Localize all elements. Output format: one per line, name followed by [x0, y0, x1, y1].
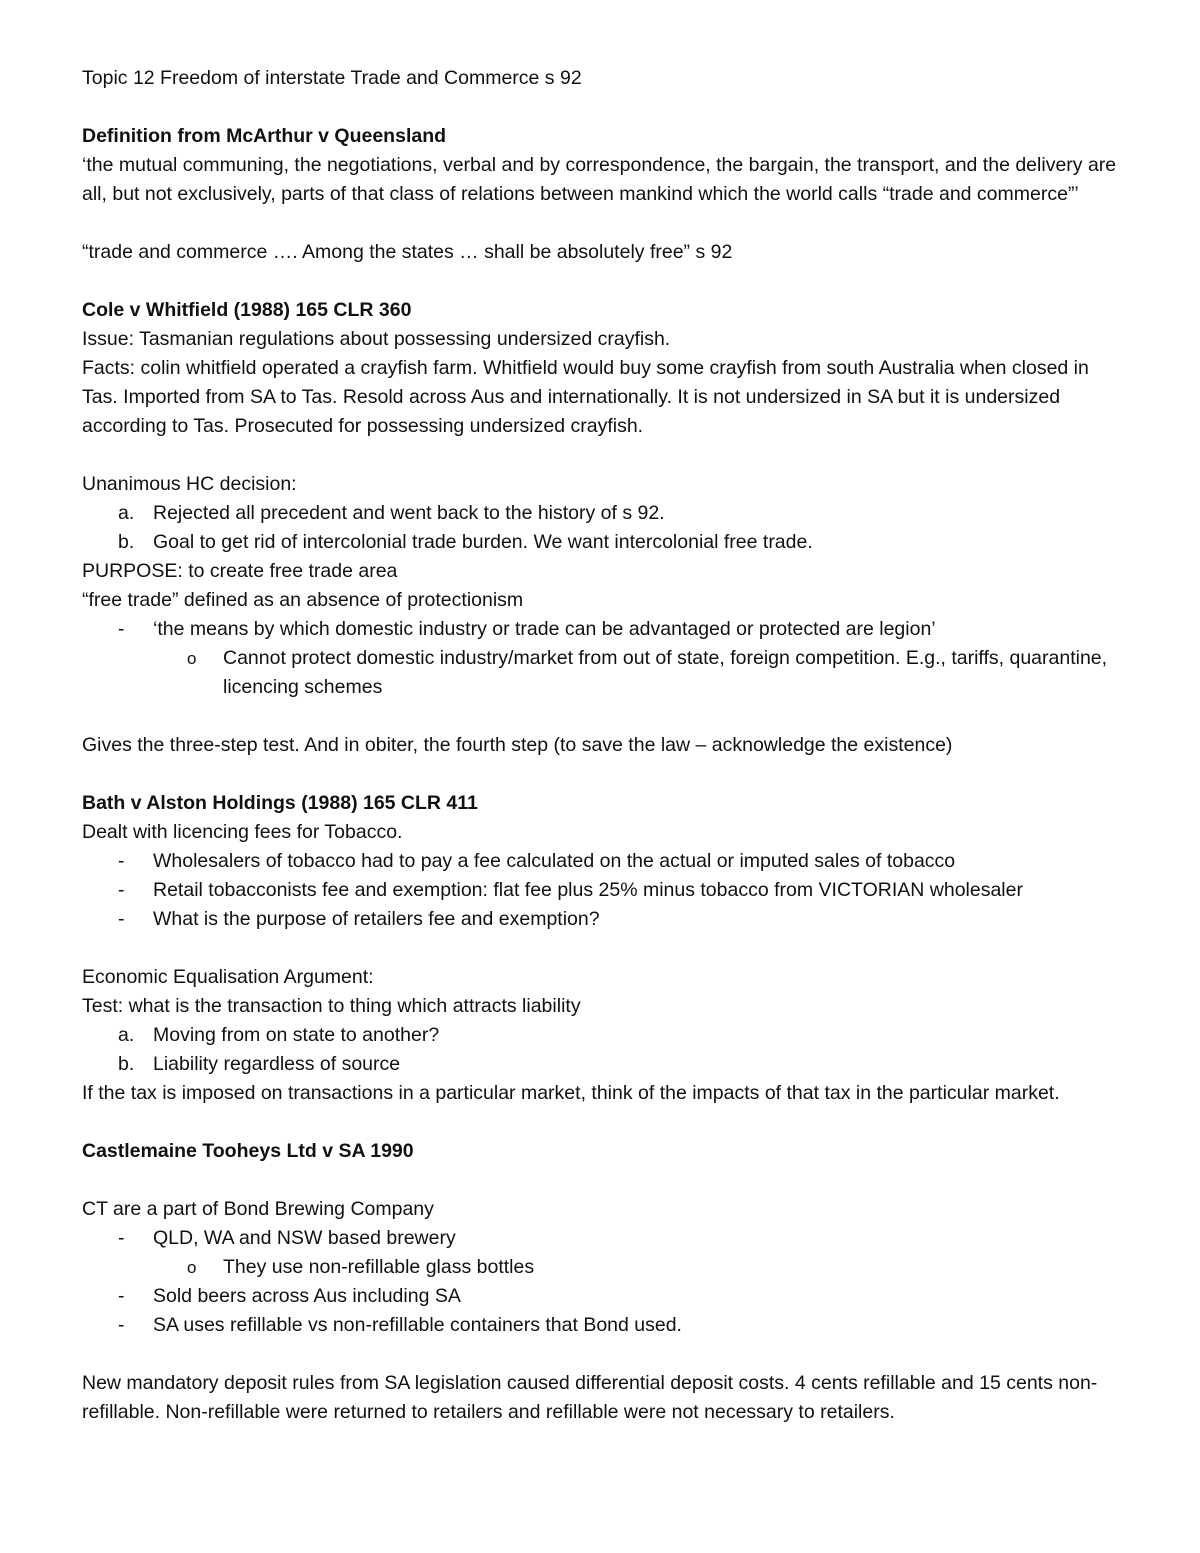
cole-free-trade: “free trade” defined as an absence of protectionism — [82, 589, 524, 611]
list-item — [82, 499, 1120, 528]
list-marker: - — [118, 618, 125, 640]
economic-label: Economic Equalisation Argument: — [82, 966, 374, 988]
list-marker: - — [118, 1227, 125, 1249]
circle-bullet-icon: o — [187, 649, 197, 668]
definition-heading: Definition from McArthur v Queensland — [82, 125, 447, 147]
list-item-text: They use non-refillable glass bottles — [223, 1256, 535, 1278]
list-item — [82, 905, 1120, 934]
list-item-text: Goal to get rid of intercolonial trade burden. We want intercolonial free trade. — [153, 531, 813, 553]
spacer — [82, 1340, 1120, 1369]
list-marker: - — [118, 908, 125, 930]
castlemaine-heading: Castlemaine Tooheys Ltd v SA 1990 — [82, 1140, 414, 1162]
bath-intro: Dealt with licencing fees for Tobacco. — [82, 821, 403, 843]
list-item-text: SA uses refillable vs non-refillable containers that Bond used. — [153, 1314, 682, 1336]
spacer — [82, 1166, 1120, 1195]
list-marker: - — [118, 850, 125, 872]
spacer — [82, 760, 1120, 789]
list-marker: b. — [118, 531, 135, 553]
castlemaine-deposit: New mandatory deposit rules from SA legislation caused differential deposit costs. 4 cents refillable and 15 cents non-refillable. Non-refillable were returned to retailers and refillable were not necessary to retailers. — [82, 1372, 1098, 1423]
list-item-text: Moving from on state to another? — [153, 1024, 440, 1046]
spacer — [82, 93, 1120, 122]
list-item — [82, 1224, 1120, 1253]
circle-bullet-icon: o — [187, 1258, 197, 1277]
spacer — [82, 934, 1120, 963]
cole-heading: Cole v Whitfield (1988) 165 CLR 360 — [82, 299, 412, 321]
definition-quote: ‘the mutual communing, the negotiations, verbal and by correspondence, the bargain, the transport, and the delivery are all, but not exclusively, parts of that class of relations between mankind which the world calls “trade and commerce”’ — [82, 154, 1117, 205]
list-item-text: Liability regardless of source — [153, 1053, 401, 1075]
castlemaine-intro: CT are a part of Bond Brewing Company — [82, 1198, 434, 1220]
list-item-text: What is the purpose of retailers fee and exemption? — [153, 908, 600, 930]
list-item — [82, 876, 1120, 905]
list-item-text: Sold beers across Aus including SA — [153, 1285, 461, 1307]
list-item — [82, 615, 1120, 644]
list-marker: a. — [118, 502, 135, 524]
cole-purpose: PURPOSE: to create free trade area — [82, 560, 398, 582]
list-item — [82, 1050, 1120, 1079]
spacer — [82, 267, 1120, 296]
list-item-text: Retail tobacconists fee and exemption: flat fee plus 25% minus tobacco from VICTORIAN wholesaler — [153, 879, 1023, 901]
s92-quote: “trade and commerce …. Among the states … shall be absolutely free” s 92 — [82, 241, 733, 263]
list-item-text: QLD, WA and NSW based brewery — [153, 1227, 456, 1249]
list-item — [82, 1021, 1120, 1050]
list-marker: b. — [118, 1053, 135, 1075]
list-item-text: Wholesalers of tobacco had to pay a fee calculated on the actual or imputed sales of tobacco — [153, 850, 956, 872]
spacer — [82, 441, 1120, 470]
list-marker: - — [118, 1314, 125, 1336]
spacer — [82, 1108, 1120, 1137]
cole-decision-label: Unanimous HC decision: — [82, 473, 297, 495]
cole-issue: Issue: Tasmanian regulations about possessing undersized crayfish. — [82, 328, 671, 350]
economic-note: If the tax is imposed on transactions in a particular market, think of the impacts of that tax in the particular market. — [82, 1082, 1060, 1104]
list-item — [82, 644, 1120, 702]
list-marker: - — [118, 1285, 125, 1307]
list-item — [82, 1311, 1120, 1340]
spacer — [82, 702, 1120, 731]
list-marker: a. — [118, 1024, 135, 1046]
list-item-text: Cannot protect domestic industry/market from out of state, foreign competition. E.g., tariffs, quarantine, licencing schemes — [223, 647, 1108, 698]
page-title: Topic 12 Freedom of interstate Trade and Commerce s 92 — [82, 67, 582, 89]
cole-facts: Facts: colin whitfield operated a crayfish farm. Whitfield would buy some crayfish from south Australia when closed in Tas. Imported from SA to Tas. Resold across Aus and internationally. It is not undersized in SA but it is undersized according to Tas. Prosecuted for possessing undersized crayfish. — [82, 357, 1089, 437]
bath-heading: Bath v Alston Holdings (1988) 165 CLR 411 — [82, 792, 478, 814]
spacer — [82, 209, 1120, 238]
list-item-text: ‘the means by which domestic industry or trade can be advantaged or protected are legion’ — [153, 618, 936, 640]
cole-test-note: Gives the three-step test. And in obiter, the fourth step (to save the law – acknowledge the existence) — [82, 734, 953, 756]
list-item — [82, 847, 1120, 876]
economic-test: Test: what is the transaction to thing which attracts liability — [82, 995, 581, 1017]
list-item — [82, 1253, 1120, 1282]
list-item — [82, 528, 1120, 557]
list-item-text: Rejected all precedent and went back to the history of s 92. — [153, 502, 665, 524]
list-item — [82, 1282, 1120, 1311]
list-marker: - — [118, 879, 125, 901]
